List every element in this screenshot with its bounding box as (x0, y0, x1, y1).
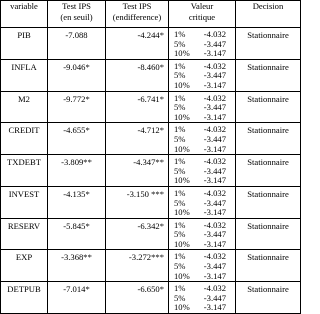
critical-value-line (169, 81, 235, 91)
test-ips-difference-cell: -8.460* (106, 59, 169, 91)
decision-cell: Stationnaire (236, 91, 301, 123)
critical-value: -3.447 (203, 292, 226, 303)
test-ips-difference-cell: -6.741* (106, 91, 169, 123)
critical-level: 10% (174, 238, 190, 249)
critical-value-line (169, 272, 235, 282)
critical-level: 1% (174, 251, 186, 262)
critical-level: 1% (174, 60, 186, 71)
critical-value: -3.147 (203, 270, 226, 281)
variable-cell: RESERV (1, 218, 48, 250)
critical-value: -3.447 (203, 102, 226, 113)
critical-value: -3.447 (203, 261, 226, 272)
critical-values-cell (169, 91, 236, 123)
critical-level: 5% (174, 133, 186, 144)
test-ips-seuil-cell: -4.135* (48, 186, 106, 218)
critical-level: 1% (174, 124, 186, 135)
critical-value: -4.032 (203, 219, 226, 230)
critical-value-line (169, 176, 235, 186)
critical-level: 1% (174, 283, 186, 294)
critical-level: 1% (174, 29, 186, 39)
critical-level: 5% (174, 261, 186, 272)
critical-level: 5% (174, 165, 186, 176)
critical-value: -4.032 (203, 29, 226, 39)
critical-level: 10% (174, 302, 190, 313)
header-test-ips-seuil: Test IPS (en seuil) (48, 1, 106, 28)
critical-values-cell (169, 59, 236, 91)
table-header (1, 1, 301, 28)
critical-level: 1% (174, 219, 186, 230)
critical-level: 10% (174, 48, 190, 59)
critical-value: -3.447 (203, 70, 226, 81)
variable-cell: DETPUB (1, 282, 48, 314)
variable-cell: TXDEBT (1, 155, 48, 187)
test-ips-difference-cell: -6.342* (106, 218, 169, 250)
critical-level: 10% (174, 143, 190, 154)
critical-level: 5% (174, 292, 186, 303)
variable-cell: EXP (1, 250, 48, 282)
variable-cell: M2 (1, 91, 48, 123)
header-row (1, 1, 301, 28)
critical-value: -3.147 (203, 207, 226, 218)
table-row (1, 28, 301, 60)
test-ips-seuil-cell: -9.046* (48, 59, 106, 91)
critical-value: -3.147 (203, 175, 226, 186)
critical-value-line (169, 49, 235, 59)
critical-value: -3.147 (203, 48, 226, 59)
critical-value-line (169, 145, 235, 155)
critical-level: 1% (174, 187, 186, 198)
critical-value-line (169, 208, 235, 218)
critical-value: -3.147 (203, 79, 226, 90)
header-valeur-critique: Valeur critique (169, 1, 236, 28)
critical-level: 5% (174, 38, 186, 49)
critical-level: 5% (174, 197, 186, 208)
critical-values-cell (169, 282, 236, 314)
critical-values-cell (169, 218, 236, 250)
decision-cell: Stationnaire (236, 28, 301, 60)
critical-value: -4.032 (203, 283, 226, 294)
test-ips-difference-cell: -3.272*** (106, 250, 169, 282)
critical-level: 1% (174, 156, 186, 167)
test-ips-seuil-cell: -7.014* (48, 282, 106, 314)
critical-value-line (169, 240, 235, 250)
critical-value: -4.032 (203, 92, 226, 103)
test-ips-difference-cell: -4.347** (106, 155, 169, 187)
critical-values-cell (169, 155, 236, 187)
variable-cell: PIB (1, 28, 48, 60)
decision-cell: Stationnaire (236, 250, 301, 282)
table-row (1, 123, 301, 155)
critical-value: -4.032 (203, 187, 226, 198)
critical-value: -3.447 (203, 38, 226, 49)
critical-level: 1% (174, 92, 186, 103)
decision-cell: Stationnaire (236, 282, 301, 314)
critical-value: -3.147 (203, 111, 226, 122)
critical-value: -3.147 (203, 238, 226, 249)
test-ips-seuil-cell: -9.772* (48, 91, 106, 123)
critical-value: -3.447 (203, 133, 226, 144)
critical-value: -4.032 (203, 251, 226, 262)
test-ips-seuil-cell: -3.368** (48, 250, 106, 282)
test-ips-seuil-cell: -5.845* (48, 218, 106, 250)
decision-cell: Stationnaire (236, 59, 301, 91)
variable-cell: INFLA (1, 59, 48, 91)
table-row (1, 218, 301, 250)
critical-values-cell (169, 28, 236, 60)
critical-level: 10% (174, 207, 190, 218)
decision-cell: Stationnaire (236, 186, 301, 218)
test-ips-seuil-cell: -3.809** (48, 155, 106, 187)
critical-level: 5% (174, 102, 186, 113)
decision-cell: Stationnaire (236, 218, 301, 250)
critical-value: -3.147 (203, 143, 226, 154)
critical-value: -3.447 (203, 229, 226, 240)
table-row (1, 186, 301, 218)
table-row (1, 59, 301, 91)
variable-cell: INVEST (1, 186, 48, 218)
critical-values-cell (169, 250, 236, 282)
decision-cell: Stationnaire (236, 155, 301, 187)
table-row (1, 91, 301, 123)
critical-value: -4.032 (203, 156, 226, 167)
table-row (1, 250, 301, 282)
critical-value: -4.032 (203, 60, 226, 71)
critical-value-line (169, 303, 235, 313)
critical-value: -3.447 (203, 197, 226, 208)
critical-value: -3.147 (203, 302, 226, 313)
table-row (1, 155, 301, 187)
test-ips-difference-cell: -3.150 *** (106, 186, 169, 218)
table-body (1, 28, 301, 314)
critical-level: 5% (174, 229, 186, 240)
test-ips-seuil-cell: -4.655* (48, 123, 106, 155)
critical-level: 10% (174, 175, 190, 186)
critical-values-cell (169, 123, 236, 155)
table-row (1, 282, 301, 314)
test-ips-difference-cell: -6.650* (106, 282, 169, 314)
critical-values-cell (169, 186, 236, 218)
test-ips-difference-cell: -4.712* (106, 123, 169, 155)
critical-value: -3.447 (203, 165, 226, 176)
decision-cell: Stationnaire (236, 123, 301, 155)
critical-value-line (169, 113, 235, 123)
header-test-ips-difference: Test IPS (endifference) (106, 1, 169, 28)
critical-level: 10% (174, 270, 190, 281)
variable-cell: CREDIT (1, 123, 48, 155)
critical-level: 5% (174, 70, 186, 81)
test-ips-seuil-cell: -7.088 (48, 28, 106, 60)
header-variable: variable (1, 1, 48, 28)
critical-level: 10% (174, 111, 190, 122)
critical-level: 10% (174, 79, 190, 90)
test-ips-difference-cell: -4.244* (106, 28, 169, 60)
critical-value: -4.032 (203, 124, 226, 135)
header-decision: Decision (236, 1, 301, 28)
